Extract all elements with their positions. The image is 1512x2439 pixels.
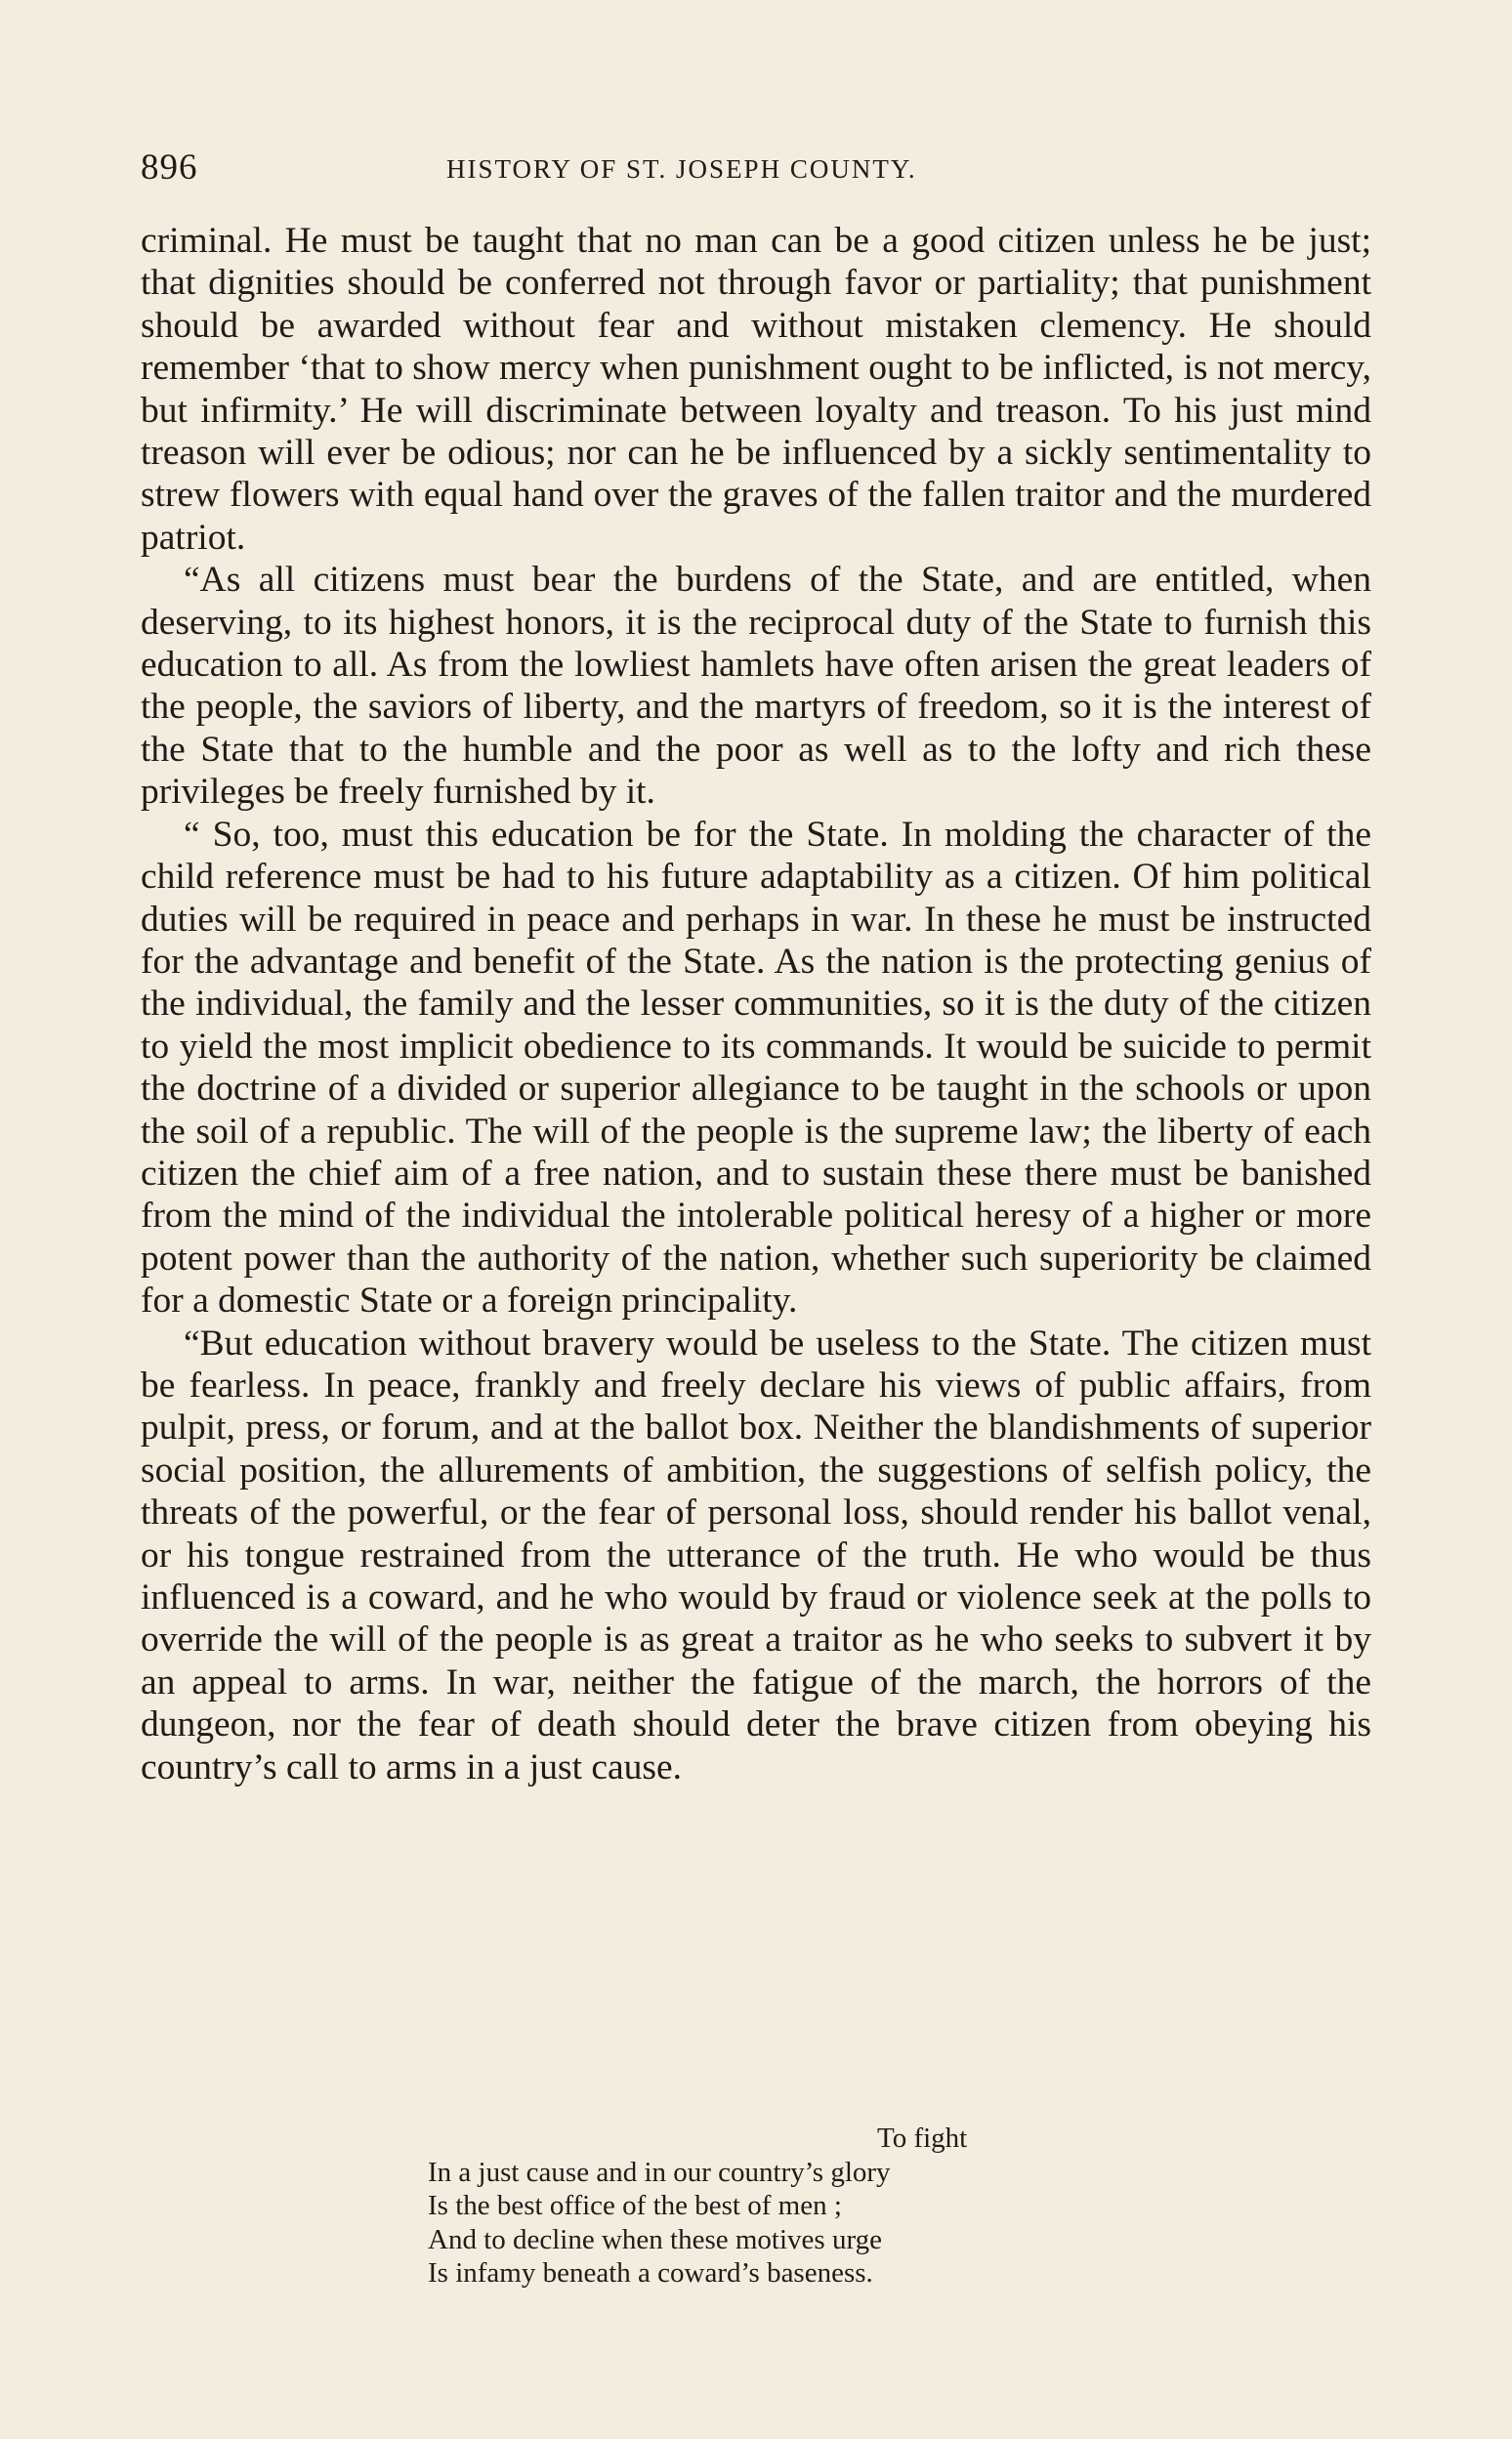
verse-quotation: [428, 2122, 1112, 2291]
paragraph: criminal. He must be taught that no man can be a good citizen unless he be just; that dignities should be conferred not through favor or partiality; that punishment should be awarded without fear and without mistaken clemency. He should remember ‘that to show mercy when punishment ought to be inflicted, is not mercy, but infirmity.’ He will discriminate between loyalty and treason. To his just mind treason will ever be odious; nor can he be influenced by a sickly sentimentality to strew flowers with equal hand over the graves of the fallen traitor and the murdered patriot.: [141, 221, 1371, 558]
page-header: [141, 147, 1371, 186]
verse-line: And to decline when these motives urge: [428, 2223, 882, 2255]
body-text: [141, 220, 1371, 1788]
page-number: 896: [141, 147, 198, 188]
verse-line: In a just cause and in our country’s glory: [428, 2156, 891, 2188]
verse-line: Is the best office of the best of men ;: [428, 2190, 842, 2221]
verse-line: To fight: [877, 2123, 968, 2154]
paragraph: “As all citizens must bear the burdens of the State, and are entitled, when deserving, to its highest honors, it is the reciprocal duty of the State to furnish this education to all. As from the lowliest hamlets have often arisen the great leaders of the people, the saviors of liberty, and the martyrs of freedom, so it is the interest of the State that to the humble and the poor as well as to the lofty and rich these privileges be freely furnished by it.: [141, 560, 1371, 813]
running-head: HISTORY OF ST. JOSEPH COUNTY.: [446, 154, 917, 184]
paragraph: “But education without bravery would be useless to the State. The citizen must be fearless. In peace, frankly and freely declare his views of public affairs, from pulpit, press, or forum, and at the ballot box. Neither the blandishments of superior social position, the allurements of ambition, the suggestions of selfish policy, the threats of the powerful, or the fear of personal loss, should render his ballot venal, or his tongue restrained from the utterance of the truth. He who would be thus influenced is a coward, and he who would by fraud or violence seek at the polls to override the will of the people is as great a traitor as he who seeks to subvert it by an appeal to arms. In war, neither the fatigue of the march, the horrors of the dungeon, nor the fear of death should deter the brave citizen from obeying his country’s call to arms in a just cause.: [141, 1323, 1371, 1787]
verse-line: Is infamy beneath a coward’s baseness.: [428, 2257, 873, 2289]
paragraph: “ So, too, must this education be for the State. In molding the character of the child reference must be had to his future adaptability as a citizen. Of him political duties will be required in peace and perhaps in war. In these he must be instructed for the advantage and benefit of the State. As the nation is the protecting genius of the individual, the family and the lesser communities, so it is the duty of the citizen to yield the most implicit obedience to its commands. It would be suicide to permit the doctrine of a divided or superior allegiance to be taught in the schools or upon the soil of a republic. The will of the people is the supreme law; the liberty of each citizen the chief aim of a free nation, and to sustain these there must be banished from the mind of the individual the intolerable political heresy of a higher or more potent power than the authority of the nation, whether such superiority be claimed for a domestic State or a foreign principality.: [141, 814, 1371, 1322]
